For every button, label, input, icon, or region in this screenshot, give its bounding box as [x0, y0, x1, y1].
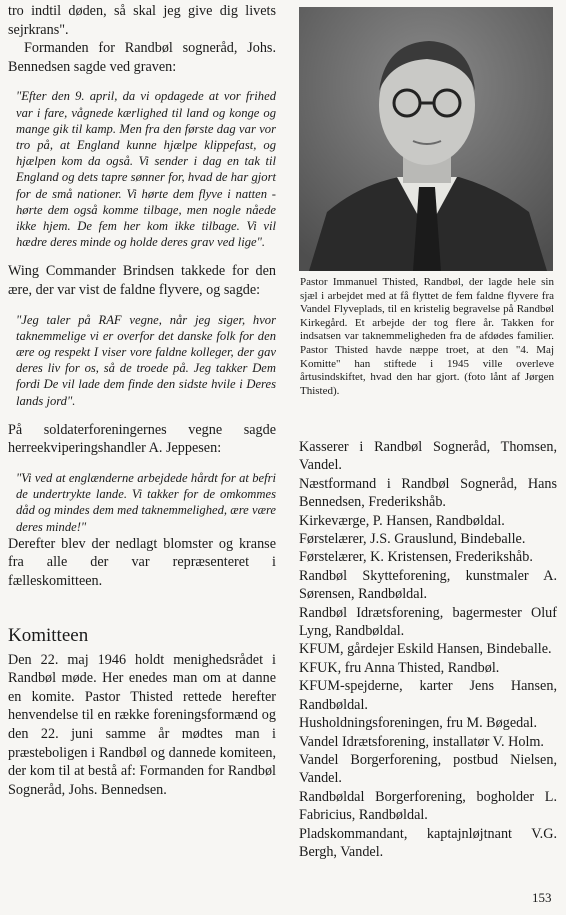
paragraph-6: Den 22. maj 1946 holdt menighedsrådet i Randbøl møde. Her enedes man om at danne en komite. Pastor Thisted rettede herefter henvendelse til en række foreningsformænd og den 22. juni samme år mødtes man i præsteboligen i Randbøl og dannede komiteen, der kom til at bestå af: Formanden for Randbøl Sogneråd, Johs. Bennedsen. — [8, 651, 276, 798]
list-item: Næstformand i Randbøl Sogneråd, Hans Bennedsen, Frederikshåb. — [299, 475, 557, 511]
paragraph-5: Derefter blev der nedlagt blomster og kranse fra alle der var repræsenteret i fælleskomitteen. — [8, 535, 276, 589]
list-item: KFUM, gårdejer Eskild Hansen, Bindeballe. — [299, 641, 552, 658]
list-item: Randbøldal Borgerforening, bogholder L. Fabricius, Randbøldal. — [299, 788, 557, 824]
quote-bennedsen: "Efter den 9. april, da vi opdagede at vor frihed var i fare, vågnede kærlighed til land og konge og mange gik til kamp. Men fra den første dag var vor tro på, at England kunne hjælpe klippefast, og hjælpen kom da også. Vi sender i dag en tak til England og dets tapre sønner for, hvad de har gjort for de små nationer. Vi hørte dem flyve i natten - hørte dem også komme tilbage, men nogle nåede ikke hjem. De fem her kom ikke tilbage. Vi vil hædre deres minde og holde deres grav ved lige". — [16, 89, 276, 250]
list-item: Kasserer i Randbøl Sogneråd, Thomsen, Vandel. — [299, 439, 557, 474]
list-item: Randbøl Skytteforening, kunstmaler A. Sørensen, Randbøldal. — [299, 567, 557, 603]
page-number: 153 — [532, 890, 552, 905]
list-item: Førstelærer, K. Kristensen, Frederikshåb. — [299, 549, 533, 566]
committee-members-list — [299, 438, 557, 861]
portrait-photo — [299, 7, 553, 271]
list-item: Husholdningsforeningen, fru M. Bøgedal. — [299, 715, 538, 732]
quote-brindsen: "Jeg taler på RAF vegne, når jeg siger, hvor taknemmelige vi er overfor det danske folk for den ære og respekt I viser vore faldne kolleger, der gav deres liv for os, så de troede på. Jeg takker Dem fordi De vil lade dem finde den sidste hvile i Deres lands jord". — [16, 312, 276, 408]
paragraph-1: tro indtil døden, så skal jeg give dig livets sejrkrans". — [8, 3, 276, 38]
list-item: Kirkeværge, P. Hansen, Randbøldal. — [299, 512, 505, 529]
paragraph-2: Formanden for Randbøl sogneråd, Johs. Bennedsen sagde ved graven: — [8, 40, 276, 75]
section-heading: Komitteen — [8, 624, 89, 646]
list-item: Vandel Borgerforening, postbud Nielsen, Vandel. — [299, 751, 557, 787]
list-item: Pladskommandant, kaptajnløjtnant V.G. Bergh, Vandel. — [299, 825, 557, 860]
list-item: Randbøl Idrætsforening, bagermester Oluf Lyng, Randbøldal. — [299, 604, 557, 640]
list-item: KFUM-spejderne, karter Jens Hansen, Randbøldal. — [299, 678, 557, 713]
list-item: Førstelærer, J.S. Grauslund, Bindeballe. — [299, 531, 526, 548]
paragraph-4: På soldaterforeningernes vegne sagde herreekviperingshandler A. Jeppesen: — [8, 421, 276, 457]
paragraph-3: Wing Commander Brindsen takkede for den ære, der var vist de faldne flyvere, og sagde: — [8, 263, 276, 298]
list-item: Vandel Idrætsforening, installatør V. Holm. — [299, 733, 544, 750]
quote-jeppesen: "Vi ved at englænderne arbejdede hårdt for at befri de undertrykte lande. Vi takker for de omkommes dåd og mindes dem med taknemmelighed, ære være deres minde!" — [16, 471, 276, 534]
list-item: KFUK, fru Anna Thisted, Randbøl. — [299, 659, 500, 676]
left-column — [8, 0, 276, 799]
photo-caption: Pastor Immanuel Thisted, Randbøl, der lagde hele sin sjæl i arbejdet med at få flyttet de fem faldne flyvere fra Vandel Flyveplads, til en kristelig begravelse på Randbøl Kirkegård. Et arbejde der tog flere år. Takken for indsatsen var taknemmeligheden fra de afdødes familier. Pastor Thisted havde næppe troet, at den "4. Maj Komitte" han stiftede i 1945 ville overleve årtusindskiftet, hvad den har gjort. (foto lånt af Jørgen Thisted). — [300, 276, 554, 397]
